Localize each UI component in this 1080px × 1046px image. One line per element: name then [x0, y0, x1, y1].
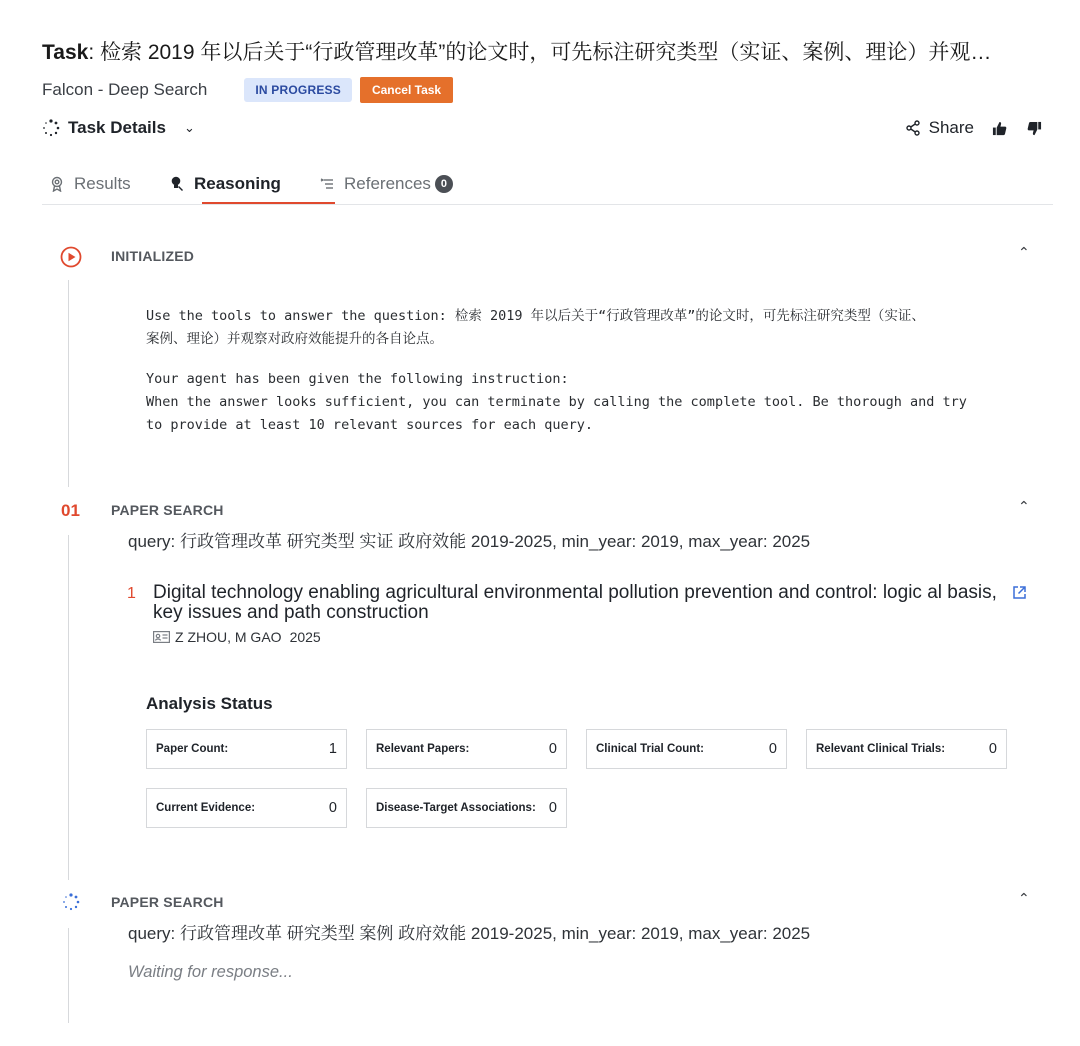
paper-authors: Z ZHOU, M GAO — [175, 629, 282, 645]
status-badge: IN PROGRESS — [244, 78, 352, 102]
thumbs-down-icon[interactable] — [1027, 121, 1042, 136]
stat-paper-count — [146, 729, 347, 769]
instruction-line-5: to provide at least 10 relevant sources for each query. — [146, 417, 594, 433]
external-link-icon[interactable] — [1012, 585, 1027, 600]
stat-value: 0 — [548, 741, 557, 757]
tab-results-label: Results — [74, 173, 131, 193]
task-text: 检索 2019 年以后关于“行政管理改革”的论文时，可先标注研究类型（实证、案例、理论）并观… — [99, 41, 992, 64]
collapse-search1-button[interactable] — [1018, 498, 1030, 515]
list-icon — [320, 178, 334, 190]
stat-label: Current Evidence: — [156, 802, 256, 814]
stat-clinical-trial-count — [586, 729, 787, 769]
tab-reasoning[interactable] — [170, 164, 281, 203]
stat-label: Relevant Clinical Trials: — [816, 743, 946, 755]
stat-value: 0 — [328, 800, 337, 816]
tab-reasoning-label: Reasoning — [194, 173, 281, 193]
lightbulb-icon — [170, 176, 184, 191]
waiting-message: Waiting for response... — [128, 963, 293, 981]
paper-authors-row — [153, 629, 321, 645]
timeline-line — [68, 928, 69, 1023]
task-details-label: Task Details — [68, 118, 166, 137]
stat-value: 1 — [328, 741, 337, 757]
stat-label: Paper Count: — [156, 743, 229, 755]
share-label: Share — [928, 118, 974, 137]
collapse-initialized-button[interactable] — [1018, 244, 1030, 261]
instruction-line-4: When the answer looks sufficient, you can terminate by calling the complete tool. Be thorough and try — [146, 394, 967, 410]
chevron-down-icon: ⌄ — [183, 120, 195, 135]
chevron-up-icon: ⌃ — [1018, 498, 1030, 514]
tab-bar — [42, 164, 1053, 205]
loading-spinner-icon — [62, 893, 80, 911]
step-paper-search-label: PAPER SEARCH — [111, 894, 224, 910]
stat-current-evidence — [146, 788, 347, 828]
share-actions — [905, 116, 1042, 140]
task-details-toggle[interactable] — [42, 116, 195, 140]
chevron-up-icon: ⌃ — [1018, 244, 1030, 260]
stat-label: Clinical Trial Count: — [596, 743, 704, 755]
task-meta-row — [42, 77, 453, 103]
share-icon — [905, 120, 921, 136]
tab-references[interactable] — [320, 164, 453, 203]
stat-relevant-clinical-trials — [806, 729, 1007, 769]
tab-results[interactable] — [50, 164, 131, 203]
stat-value: 0 — [548, 800, 557, 816]
share-button[interactable] — [905, 118, 974, 138]
stat-relevant-papers — [366, 729, 567, 769]
step-initialized-label: INITIALIZED — [111, 248, 195, 264]
task-title: Task: 检索 2019 年以后关于“行政管理改革”的论文时，可先标注研究类型（实证、案例、理论）并观… — [42, 41, 992, 64]
instruction-line-1: Use the tools to answer the question: 检索 2019 年以后关于“行政管理改革”的论文时，可先标注研究类型（实证、 — [146, 308, 925, 324]
stat-label: Disease-Target Associations: — [376, 802, 536, 814]
step-paper-search-label: PAPER SEARCH — [111, 502, 224, 518]
paper-index: 1 — [127, 585, 136, 602]
stat-value: 0 — [988, 741, 997, 757]
timeline-line — [68, 280, 69, 487]
analysis-status-title: Analysis Status — [146, 694, 273, 713]
references-count-badge: 0 — [435, 175, 453, 193]
stat-label: Relevant Papers: — [376, 743, 470, 755]
instruction-line-3: Your agent has been given the following instruction: — [146, 371, 569, 387]
app-name: Falcon - Deep Search — [42, 80, 208, 99]
thumbs-up-icon[interactable] — [992, 121, 1007, 136]
award-icon — [50, 176, 64, 192]
paper-year: 2025 — [289, 629, 321, 645]
active-tab-indicator — [202, 202, 335, 204]
id-card-icon — [153, 631, 170, 643]
search-query: query: 行政管理改革 研究类型 实证 政府效能 2019-2025, min_year: 2019, max_year: 2025 — [128, 532, 811, 551]
collapse-search2-button[interactable] — [1018, 890, 1030, 907]
tab-references-label: References — [344, 173, 431, 193]
instruction-line-2: 案例、理论）并观察对政府效能提升的各自论点。 — [146, 331, 443, 347]
step-number: 01 — [61, 501, 80, 520]
stat-value: 0 — [768, 741, 777, 757]
paper-title-link[interactable]: Digital technology enabling agricultural environmental pollution prevention and control: logic al basis, key issues and path construction — [153, 582, 997, 623]
chevron-up-icon: ⌃ — [1018, 890, 1030, 906]
cancel-task-button[interactable]: Cancel Task — [360, 77, 453, 103]
play-circle-icon — [60, 246, 82, 268]
spinner-icon — [42, 119, 60, 137]
search-query: query: 行政管理改革 研究类型 案例 政府效能 2019-2025, min_year: 2019, max_year: 2025 — [128, 924, 811, 943]
stat-disease-target-associations — [366, 788, 567, 828]
timeline-line — [68, 535, 69, 880]
task-prefix: Task — [42, 41, 89, 64]
